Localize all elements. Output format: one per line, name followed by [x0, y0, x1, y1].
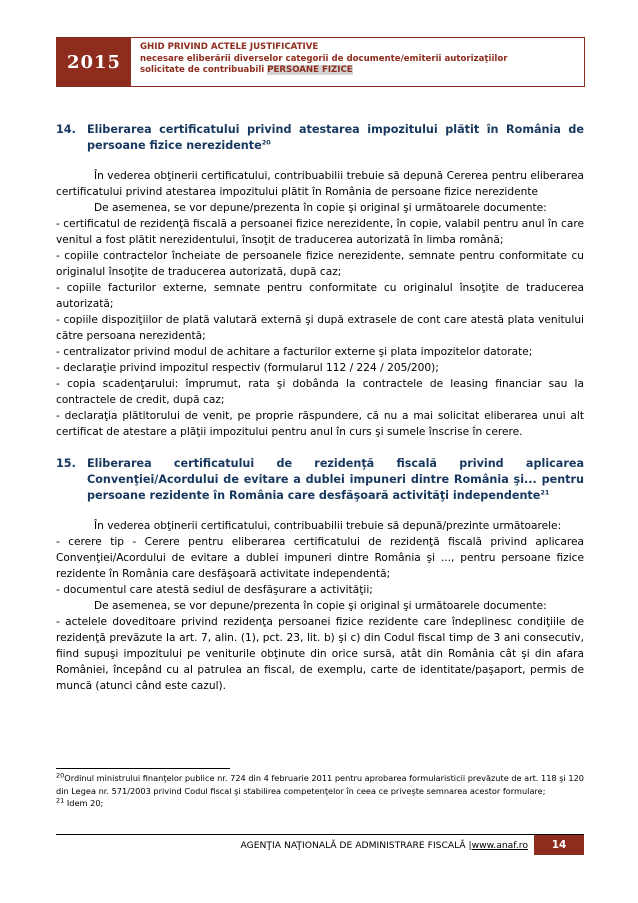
footnote-21 [56, 797, 584, 810]
footnote-ref-21: 21 [540, 488, 550, 497]
page-number: 14 [534, 835, 584, 855]
section-14-number: 14. [56, 123, 76, 136]
page-footer [56, 834, 584, 855]
header-line-3-text: solicitate de contribuabili [140, 65, 268, 75]
header-year: 2015 [57, 38, 131, 86]
list-item: - centralizator privind modul de achitare a facturilor externe şi plata impozitelor datorate; [56, 346, 533, 358]
footer-link[interactable]: www.anaf.ro [471, 840, 528, 851]
list-item: - declaraţia plătitorului de venit, pe proprie răspundere, că nu a mai solicitat eliberarea unui alt certificat de atestare a plăţii impozitului pentru anul în curs şi sumele înscrise în cerere. [56, 410, 584, 438]
footer-agency-text: AGENŢIA NAŢIONALĂ DE ADMINISTRARE FISCALĂ | [240, 840, 472, 851]
header-line-1: GHID PRIVIND ACTELE JUSTIFICATIVE [140, 42, 319, 52]
section-15-title [56, 456, 584, 504]
footnote-ref-20: 20 [261, 138, 271, 147]
document-body [56, 122, 584, 694]
section-14-title [56, 122, 584, 154]
footnote-separator [56, 768, 230, 769]
footnotes [56, 772, 584, 810]
section-14-docs-intro: De asemenea, se vor depune/prezenta în copie şi original şi următoarele documente: [94, 202, 547, 214]
header-title [140, 42, 580, 77]
footnote-21-text: Idem 20; [64, 798, 104, 808]
footer-agency [241, 840, 529, 851]
list-item: - certificatul de rezidenţă fiscală a persoanei fizice nerezidente, în copie, valabil pentru anul în care venitul a fost plătit nerezidentului, însoţit de traducerea autorizată în limba română; [56, 218, 584, 246]
section-14-intro: În vederea obţinerii certificatului, contribuabilii trebuie să depună Cererea pentru eliberarea certificatului privind atestarea impozitului plătit în România de persoane fizice nerezidente [56, 170, 584, 198]
header-highlight: PERSOANE FIZICE [267, 65, 353, 75]
header-line-3 [140, 65, 580, 77]
list-item: - copiile dispoziţiilor de plată valutară externă şi după extrasele de cont care atestă plata venitului către persoana nerezidentă; [56, 314, 584, 342]
section-15-title-text: Eliberarea certificatului de rezidenţă fiscală privind aplicarea Convenţiei/Acordului de evitare a dublei impuneri dintre România şi... pentru persoane rezidente în România care desfăşoară activităţi independente [87, 457, 584, 502]
list-item: - cerere tip - Cerere pentru eliberarea certificatului de rezidenţă fiscală privind aplicarea Convenţiei/Acordului de evitare a dublei impuneri dintre România şi ..., pentru persoane fizice rezidente în România care desfăşoară activitate independentă; [56, 536, 584, 580]
page-header [56, 37, 585, 87]
footnote-21-number: 21 [56, 796, 65, 805]
header-line-2: necesare eliberării diverselor categorii de documente/emiterii autorizaţiilor [140, 53, 508, 64]
section-15-intro: În vederea obţinerii certificatului, contribuabilii trebuie să depună/prezinte următoarele: [94, 520, 562, 532]
list-item: - copiile contractelor încheiate de persoanele fizice nerezidente, semnate pentru conformitate cu originalul însoţite de traducerea autorizată, după caz; [56, 250, 584, 278]
list-item: - copia scadenţarului: împrumut, rata şi dobânda la contractele de leasing financiar sau la contractele de credit, după caz; [56, 378, 584, 406]
footnote-20-text: Ordinul ministrului finanţelor publice nr. 724 din 4 februarie 2011 pentru aprobarea formularisticii prevăzute de art. 118 şi 120 din Legea nr. 571/2003 privind Codul fiscal şi stabilirea competenţelor în ceea ce priveşte semnarea acestor formulare; [56, 773, 584, 796]
list-item: - copiile facturilor externe, semnate pentru conformitate cu originalul însoţite de traducerea autorizată; [56, 282, 584, 310]
section-15-number: 15. [56, 457, 76, 470]
list-item: - actelele doveditoare privind rezidenţa persoanei fizice rezidente care îndeplinesc condiţiile de rezidenţă prevăzute la art. 7, alin. (1), pct. 23, lit. b) şi c) din Codul fiscal timp de 3 ani consecutiv, fiind supuşi impozitului pe veniturile obţinute din orice sursă, atât din România cât şi din afara României, începând cu al patrulea an fiscal, de exemplu, carte de identitate/paşaport, permis de muncă (atunci când este cazul). [56, 616, 584, 692]
section-14-title-text: Eliberarea certificatului privind atestarea impozitului plătit în România de persoane fizice nerezidente [87, 123, 584, 152]
footnote-20-number: 20 [56, 771, 65, 780]
footnote-20 [56, 772, 584, 797]
list-item: - declaraţie privind impozitul respectiv (formularul 112 / 224 / 205/200); [56, 362, 439, 374]
section-15-docs-intro: De asemenea, se vor depune/prezenta în copie şi original şi următoarele documente: [94, 600, 547, 612]
list-item: - documentul care atestă sediul de desfăşurare a activităţii; [56, 584, 373, 596]
